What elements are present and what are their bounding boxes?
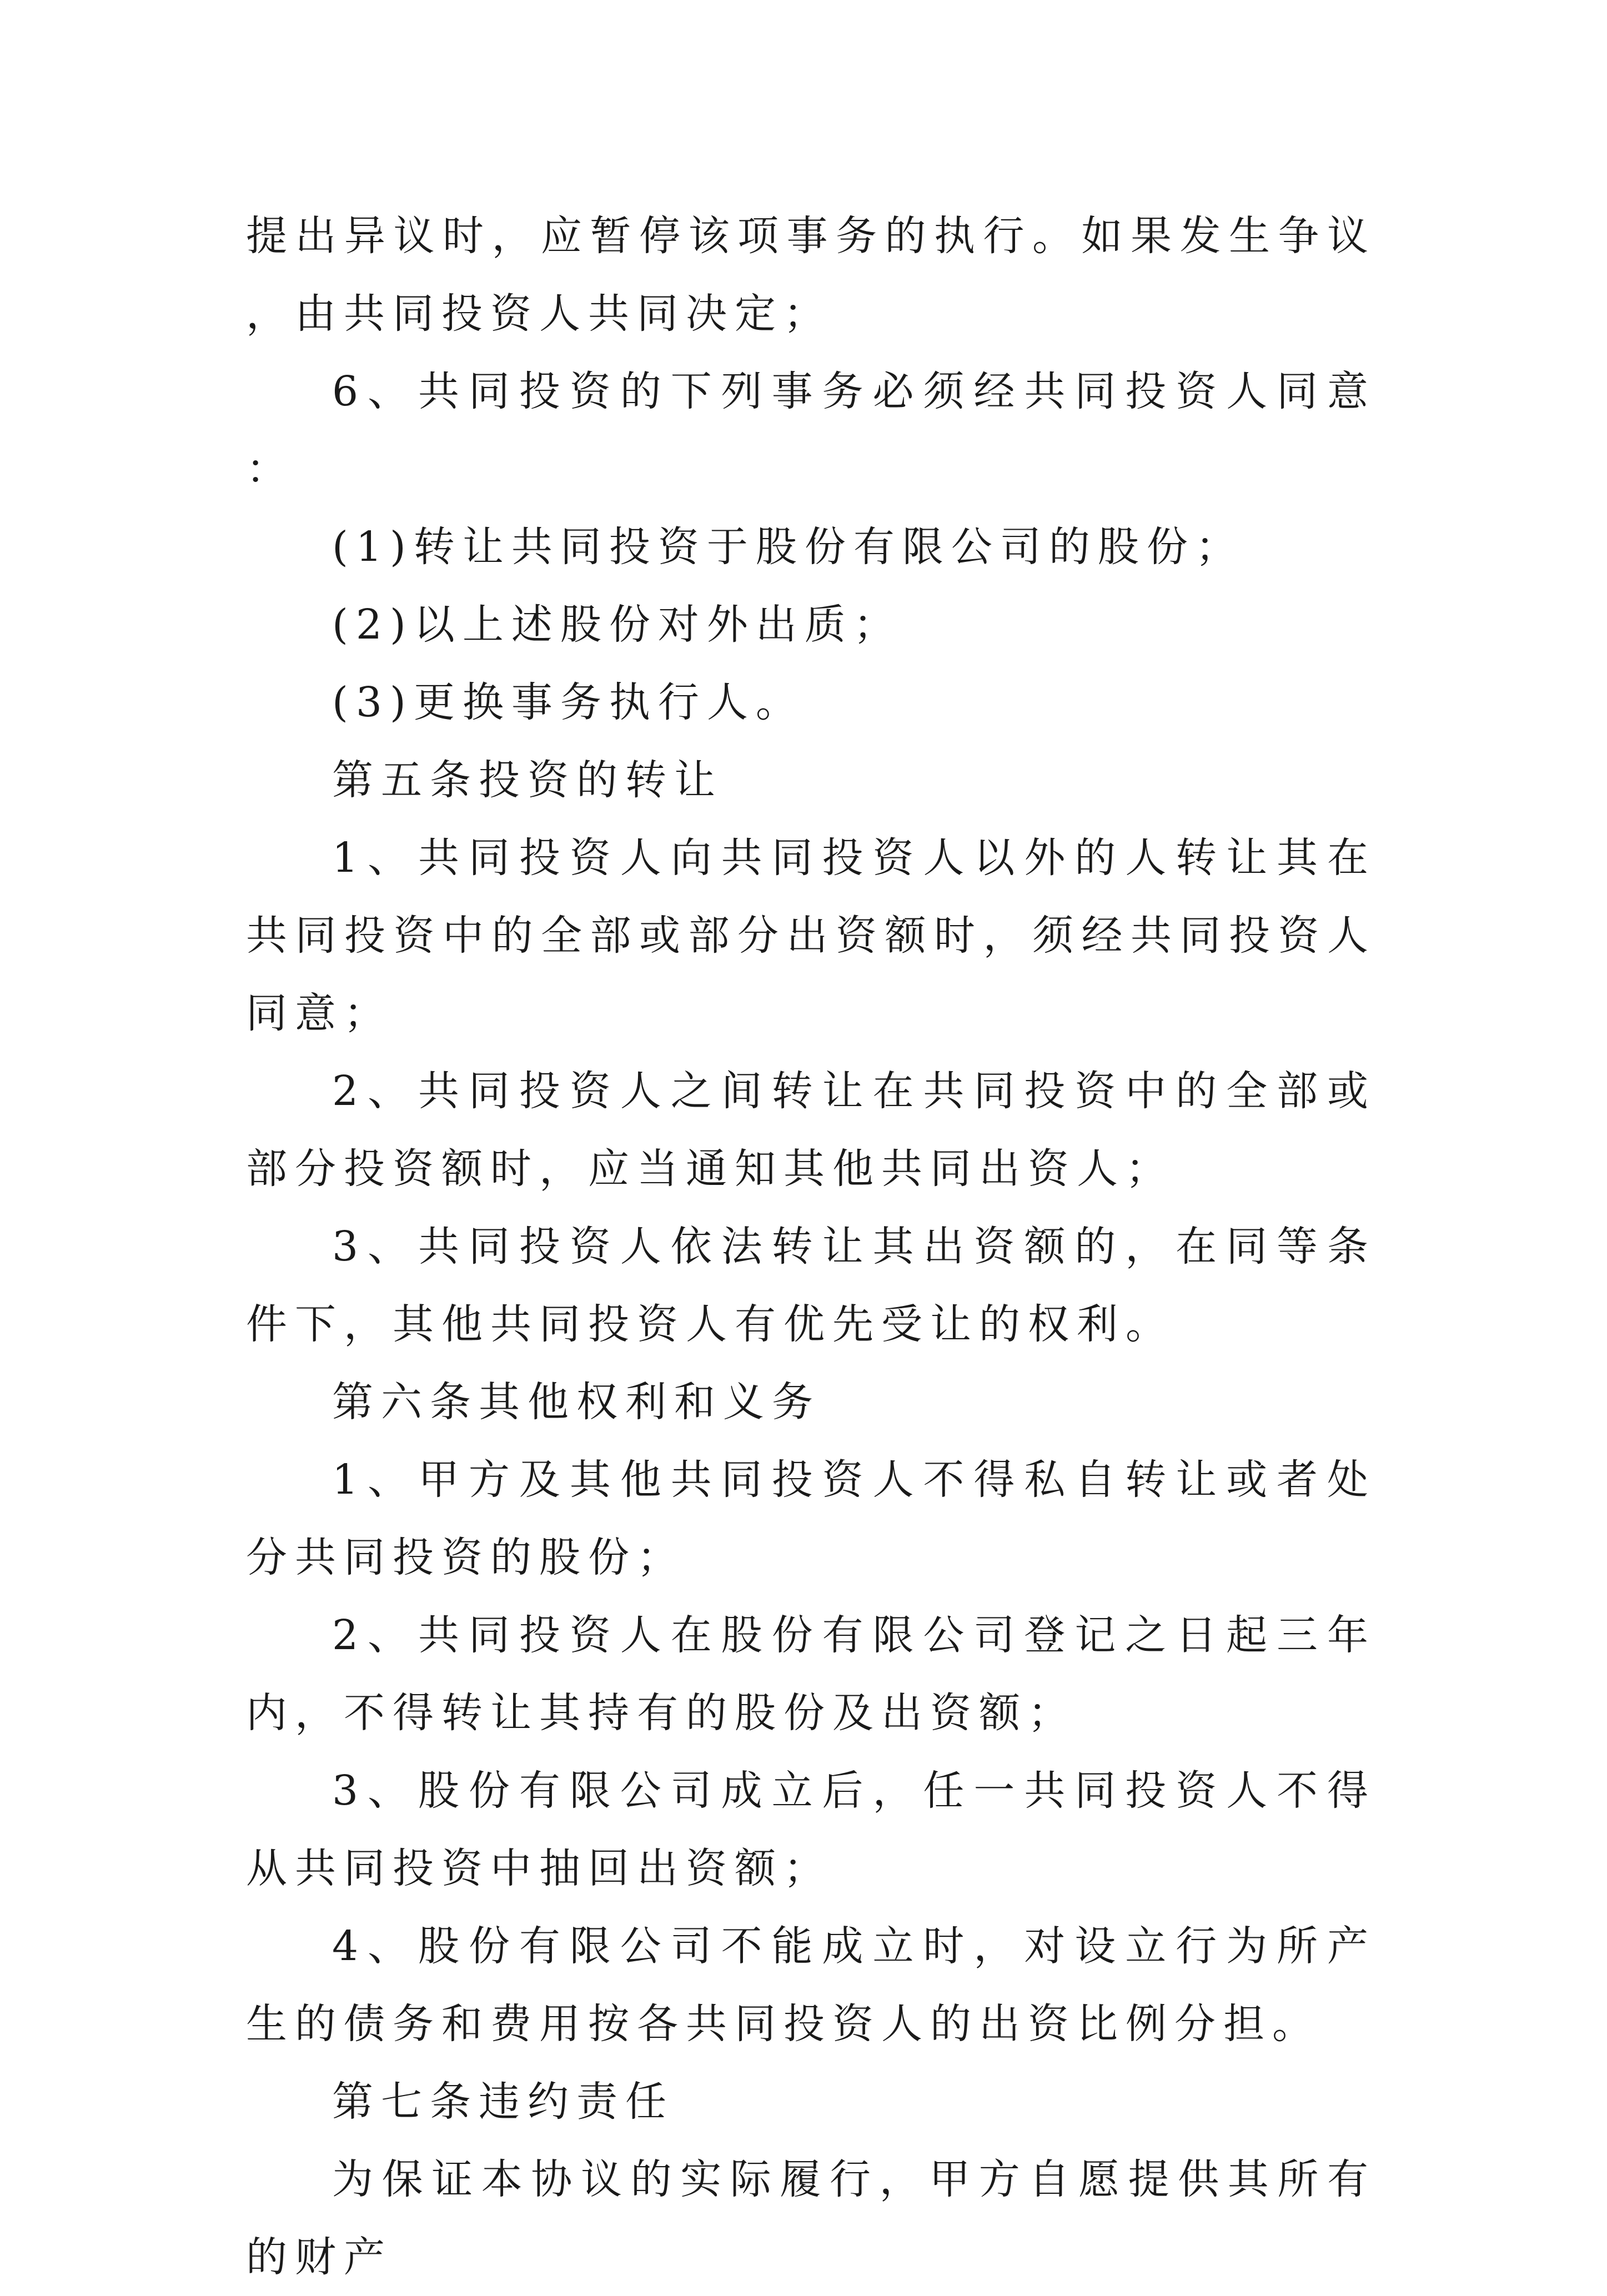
- paragraph-continued-dispute: 提出异议时，应暂停该项事务的执行。如果发生争议，由共同投资人共同决定；: [246, 212, 1376, 338]
- document-body: [246, 197, 1376, 2296]
- paragraph-article-6-clause-2: 2、共同投资人在股份有限公司登记之日起三年内，不得转让其持有的股份及出资额；: [246, 1611, 1376, 1737]
- article-5-heading: 第五条投资的转让: [332, 756, 723, 804]
- paragraph-article-7-text: 为保证本协议的实际履行，甲方自愿提供其所有的财产: [246, 2156, 1376, 2281]
- paragraph-item-2: (2)以上述股份对外出质；: [332, 601, 902, 649]
- paragraph-item-3: (3)更换事务执行人。: [332, 679, 805, 726]
- paragraph-article-6-clause-1: 1、甲方及其他共同投资人不得私自转让或者处分共同投资的股份；: [246, 1456, 1376, 1581]
- paragraph-article-5-clause-3: 3、共同投资人依法转让其出资额的，在同等条件下，其他共同投资人有优先受让的权利。: [246, 1223, 1376, 1348]
- paragraph-item-1: (1)转让共同投资于股份有限公司的股份；: [332, 523, 1244, 571]
- paragraph-article-5-clause-2: 2、共同投资人之间转让在共同投资中的全部或部分投资额时，应当通知其他共同出资人；: [246, 1067, 1376, 1193]
- article-6-heading: 第六条其他权利和义务: [332, 1378, 821, 1426]
- paragraph-clause-6: 6、共同投资的下列事务必须经共同投资人同意：: [246, 368, 1376, 493]
- paragraph-article-5-clause-1: 1、共同投资人向共同投资人以外的人转让其在共同投资中的全部或部分出资额时，须经共同投资人同意；: [246, 834, 1376, 1037]
- paragraph-article-6-clause-4: 4、股份有限公司不能成立时，对设立行为所产生的债务和费用按各共同投资人的出资比例分担。: [246, 1922, 1376, 2048]
- paragraph-article-6-clause-3: 3、股份有限公司成立后，任一共同投资人不得从共同投资中抽回出资额；: [246, 1767, 1376, 1892]
- article-7-heading: 第七条违约责任: [332, 2078, 674, 2126]
